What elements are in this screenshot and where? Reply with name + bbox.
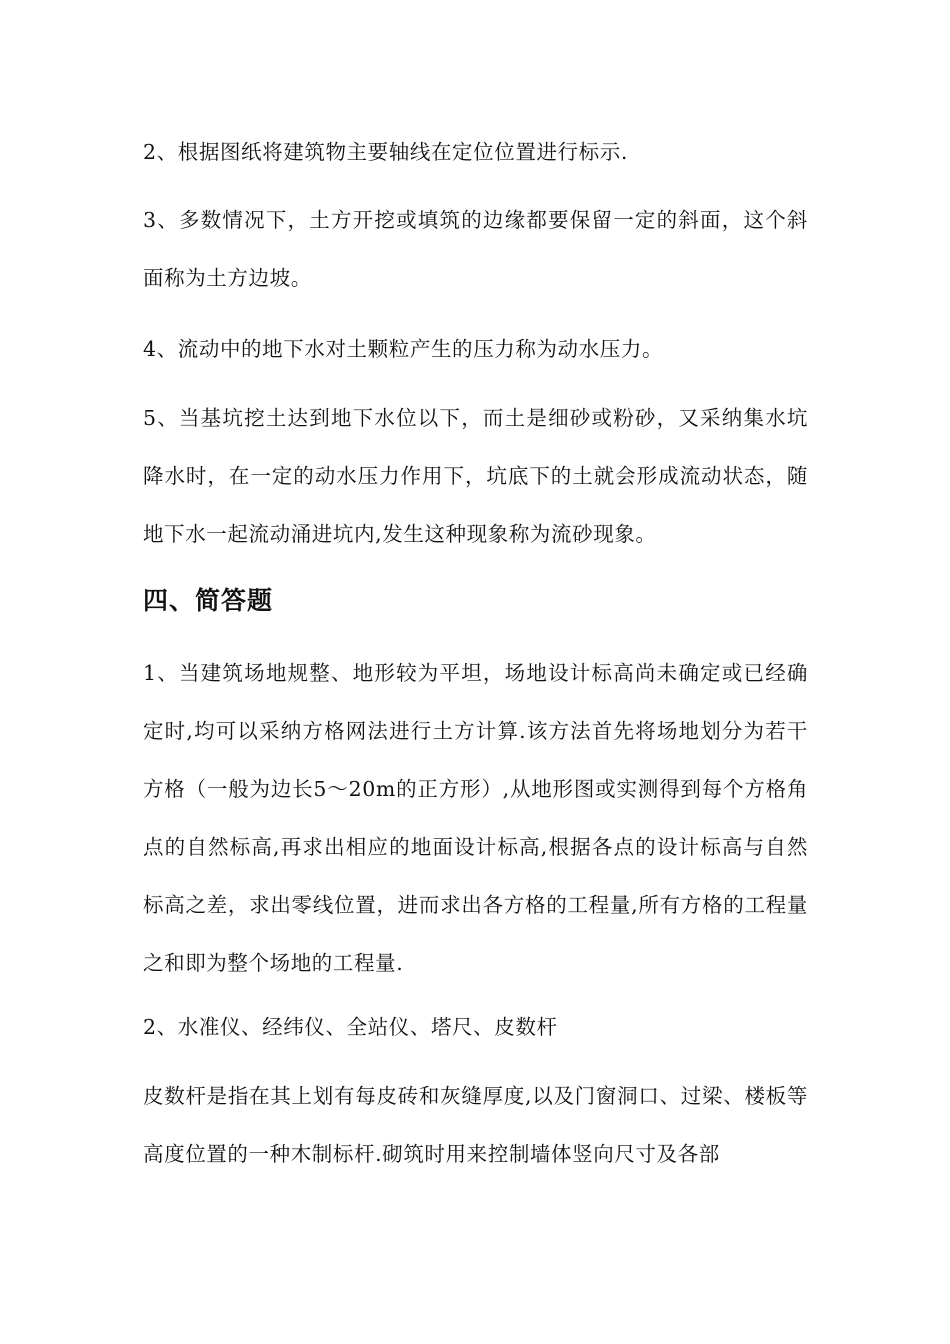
section-heading: 四、简答题	[143, 586, 274, 615]
definition-item-5: 5、当基坑挖土达到地下水位以下，而土是细砂或粉砂，又采纳集水坑降水时，在一定的动水压力作用下，坑底下的土就会形成流动状态，随地下水一起流动涌进坑内,发生这种现象称为流砂现象。	[143, 406, 808, 546]
definition-item-3: 3、多数情况下，土方开挖或填筑的边缘都要保留一定的斜面，这个斜面称为土方边坡。	[143, 208, 808, 290]
definition-item-4: 4、流动中的地下水对土颗粒产生的压力称为动水压力。	[143, 337, 664, 361]
definition-item-2: 2、根据图纸将建筑物主要轴线在定位位置进行标示.	[143, 140, 628, 164]
answer-1: 1、当建筑场地规整、地形较为平坦，场地设计标高尚未确定或已经确定时,均可以采纳方格网法进行土方计算.该方法首先将场地划分为若干方格（一般为边长5～20m的正方形）,从地形图或实测得到每个方格角点的自然标高,再求出相应的地面设计标高,根据各点的设计标高与自然标高之差，求出零线位置，进而求出各方格的工程量,所有方格的工程量之和即为整个场地的工程量.	[143, 661, 808, 975]
answer-2-body: 皮数杆是指在其上划有每皮砖和灰缝厚度,以及门窗洞口、过梁、楼板等高度位置的一种木制标杆.砌筑时用来控制墙体竖向尺寸及各部	[143, 1084, 808, 1166]
answer-2-title: 2、水准仪、经纬仪、全站仪、塔尺、皮数杆	[143, 1015, 558, 1039]
